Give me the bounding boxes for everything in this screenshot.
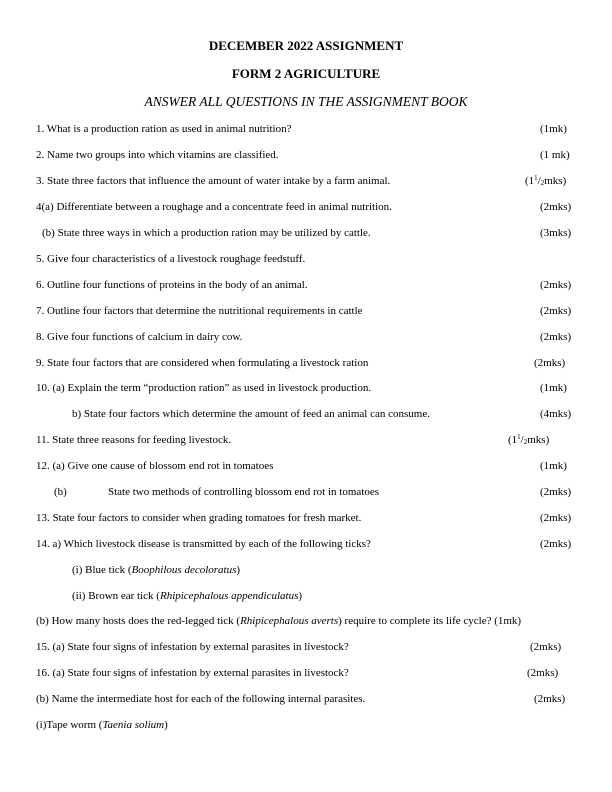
question-14a: 14. a) Which livestock disease is transmitted by each of the following ticks? [36,538,371,550]
question-5: 5. Give four characteristics of a livestock roughage feedstuff. [36,253,306,265]
question-6: 6. Outline four functions of proteins in the body of an animal. [36,279,308,291]
instruction-line: ANSWER ALL QUESTIONS IN THE ASSIGNMENT BOOK [144,94,468,109]
question-16a: 16. (a) State four signs of infestation by external parasites in livestock? [36,667,349,679]
question-9-marks: (2mks) [534,357,566,369]
question-15: 15. (a) State four signs of infestation by external parasites in livestock? [36,641,349,653]
question-7-marks: (2mks) [540,305,572,317]
question-4b-marks: (3mks) [540,227,572,239]
question-16b-marks: (2mks) [534,693,566,705]
document-title: DECEMBER 2022 ASSIGNMENT [208,38,404,53]
question-8: 8. Give four functions of calcium in dairy cow. [36,331,243,343]
question-12a-marks: (1mk) [540,460,567,472]
subject-heading: FORM 2 AGRICULTURE [231,66,381,81]
question-10a-marks: (1mk) [540,382,567,394]
question-12b: State two methods of controlling blossom end rot in tomatoes [108,486,379,498]
question-14a-ii: (ii) Brown ear tick (Rhipicephalous appendiculatus) [72,590,303,602]
question-7: 7. Outline four factors that determine the nutritional requirements in cattle [36,305,363,317]
question-14b: (b) How many hosts does the red-legged tick (Rhipicephalous averts) require to complete its life cycle? (1mk) [36,615,522,627]
question-11-marks: $(1^1/_2mks)$ [508,433,550,446]
question-12b-marks: (2mks) [540,486,572,498]
question-11: 11. State three reasons for feeding livestock. [36,434,232,446]
question-1-marks: (1mk) [540,123,567,135]
question-2-marks: (1 mk) [540,149,570,161]
question-13: 13. State four factors to consider when grading tomatoes for fresh market. [36,512,362,524]
question-13-marks: (2mks) [540,512,572,524]
question-16a-marks: (2mks) [527,667,559,679]
question-3-marks: $(1^1/_2mks)$ [525,174,567,187]
question-16b: (b) Name the intermediate host for each of the following internal parasites. [36,693,366,705]
question-14a-marks: (2mks) [540,538,572,550]
question-3: 3. State three factors that influence the amount of water intake by a farm animal. [36,175,391,187]
question-14a-i: (i) Blue tick (Boophilous decoloratus) [72,564,241,576]
question-10a: 10. (a) Explain the term “production ration” as used in livestock production. [36,382,372,394]
question-2: 2. Name two groups into which vitamins are classified. [36,149,279,161]
question-4a-marks: (2mks) [540,201,572,213]
question-10b: b) State four factors which determine the amount of feed an animal can consume. [72,408,430,420]
question-1: 1. What is a production ration as used in animal nutrition? [36,123,292,135]
question-15-marks: (2mks) [530,641,562,653]
question-4b: (b) State three ways in which a production ration may be utilized by cattle. [42,227,371,239]
question-4a: 4(a) Differentiate between a roughage and a concentrate feed in animal nutrition. [36,201,392,213]
question-9: 9. State four factors that are considered when formulating a livestock ration [36,357,369,369]
question-6-marks: (2mks) [540,279,572,291]
question-10b-marks: (4mks) [540,408,572,420]
question-16b-i: (i)Tape worm (Taenia solium) [36,719,168,731]
question-8-marks: (2mks) [540,331,572,343]
question-12b-label: (b) [54,486,67,498]
question-12a: 12. (a) Give one cause of blossom end rot in tomatoes [36,460,274,472]
